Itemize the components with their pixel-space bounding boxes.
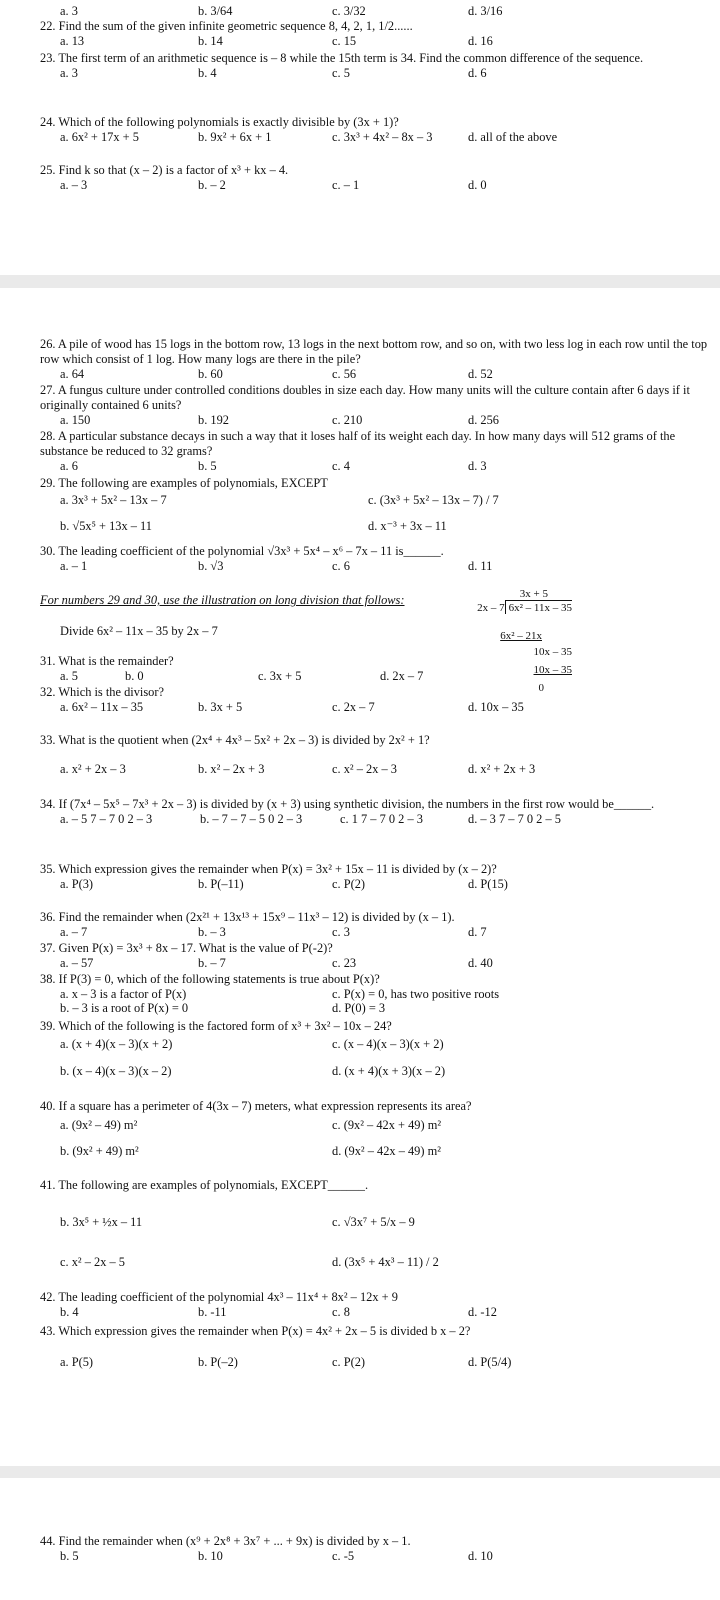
option-a: a. – 5 7 – 7 0 2 – 3	[60, 812, 153, 827]
option-b: b. 4	[60, 1305, 79, 1320]
option-a: a. – 3	[60, 178, 88, 193]
section-note: For numbers 29 and 30, use the illustration on long division that follows:	[40, 593, 405, 607]
option-d: d. 40	[468, 956, 493, 971]
question-stem: 30. The leading coefficient of the polynomial √3x³ + 5x⁴ – x⁶ – 7x – 11 is______.	[40, 544, 444, 558]
question-stem: 31. What is the remainder?	[40, 654, 174, 668]
option-d: d. x⁻³ + 3x – 11	[368, 519, 447, 534]
question-24	[40, 115, 708, 145]
ld-quotient: 3x + 5	[519, 588, 548, 600]
option-d: d. 3	[468, 459, 487, 474]
option-b: b. 60	[198, 367, 223, 382]
question-23	[40, 51, 708, 81]
option-d: d. 11	[468, 559, 493, 574]
question-stem: 26. A pile of wood has 15 logs in the bottom row, 13 logs in the next bottom row, and so on, with two less log in each row until the top row which consist of 1 log. How many logs are there in the pile?	[40, 337, 708, 367]
option-c: c. 3/32	[332, 4, 366, 18]
option-c: c. – 1	[332, 178, 360, 193]
option-b: b. – 2	[198, 178, 226, 193]
option-b: b. 9x² + 6x + 1	[198, 130, 272, 145]
option-d: d. P(15)	[468, 877, 508, 892]
option-c: c. P(2)	[332, 877, 366, 892]
question-43	[40, 1324, 708, 1370]
question-stem: 38. If P(3) = 0, which of the following statements is true about P(x)?	[40, 972, 380, 986]
option-b: b. (x – 4)(x – 3)(x – 2)	[60, 1064, 172, 1079]
option-b: b. – 3	[198, 925, 226, 940]
option-d: d. P(0) = 3	[332, 1001, 386, 1016]
option-b: b. 5	[198, 459, 217, 474]
option-a: a. P(3)	[60, 877, 94, 892]
option-b: b. 0	[125, 669, 144, 684]
option-d: d. (9x² – 42x – 49) m²	[332, 1144, 441, 1159]
option-c: c. 4	[332, 459, 350, 474]
option-d: d. 256	[468, 413, 499, 428]
page-gap	[0, 1466, 720, 1478]
option-a: a. 6x² + 17x + 5	[60, 130, 139, 145]
option-d: d. 0	[468, 178, 487, 193]
option-d: d. – 3 7 – 7 0 2 – 5	[468, 812, 561, 827]
option-c: c. 56	[332, 367, 357, 382]
question-stem: 34. If (7x⁴ – 5x⁵ – 7x³ + 2x – 3) is divided by (x + 3) using synthetic division, the numbers in the first row would be______.	[40, 797, 655, 811]
question-34	[40, 797, 708, 827]
option-a: a. – 7	[60, 925, 88, 940]
option-b: b. – 3 is a root of P(x) = 0	[60, 1001, 189, 1016]
question-stem: 33. What is the quotient when (2x⁴ + 4x³ – 5x² + 2x – 3) is divided by 2x² + 1?	[40, 733, 430, 747]
question-stem: 42. The leading coefficient of the polynomial 4x³ – 11x⁴ + 8x² – 12x + 9	[40, 1290, 398, 1304]
question-21	[40, 4, 708, 19]
option-d: d. -12	[468, 1305, 497, 1320]
ld-remainder: 0	[538, 682, 544, 695]
option-a: a. x – 3 is a factor of P(x)	[60, 987, 187, 1002]
option-a: a. 5	[60, 669, 78, 684]
option-d: d. 6	[468, 66, 487, 81]
option-d: d. 2x – 7	[380, 669, 424, 684]
option-b: b. P(–11)	[198, 877, 244, 892]
option-b: b. x² – 2x + 3	[198, 762, 265, 777]
option-d: d. P(5/4)	[468, 1355, 512, 1370]
question-25	[40, 163, 708, 193]
ld-dividend-row	[462, 602, 572, 615]
option-c: c. 210	[332, 413, 363, 428]
option-d: d. (x + 4)(x + 3)(x – 2)	[332, 1064, 446, 1079]
option-a: a. 150	[60, 413, 91, 428]
option-c-2: c. x² – 2x – 5	[60, 1255, 125, 1270]
option-b: b. 4	[198, 66, 217, 81]
question-35	[40, 862, 708, 892]
question-37	[40, 941, 708, 971]
option-c: c. 15	[332, 34, 357, 49]
question-stem: 29. The following are examples of polynomials, EXCEPT	[40, 476, 328, 490]
option-a: a. 3x³ + 5x² – 13x – 7	[60, 493, 167, 508]
question-44	[40, 1534, 708, 1564]
option-c: c. 6	[332, 559, 350, 574]
long-division	[462, 588, 572, 695]
ld-dividend: 6x² – 11x – 35	[505, 600, 572, 614]
divide-prompt	[60, 624, 360, 639]
question-31	[40, 654, 460, 684]
question-41	[40, 1178, 708, 1273]
question-stem: 32. Which is the divisor?	[40, 685, 165, 699]
option-b: b. – 7	[198, 956, 226, 971]
question-38	[40, 972, 708, 1017]
option-b: b. P(–2)	[198, 1355, 238, 1370]
question-27	[40, 383, 708, 428]
option-b-2: b. -11	[198, 1305, 227, 1320]
option-b: b. √5x⁵ + 13x – 11	[60, 519, 152, 534]
option-d: d. 3/16	[468, 4, 503, 18]
option-d: d. 10x – 35	[468, 700, 524, 715]
question-32	[40, 685, 708, 715]
option-c: c. x² – 2x – 3	[332, 762, 397, 777]
option-b: b. 3x⁵ + ½x – 11	[60, 1215, 143, 1230]
question-42	[40, 1290, 708, 1320]
page-gap	[0, 275, 720, 288]
option-c: c. 2x – 7	[332, 700, 375, 715]
question-stem: 36. Find the remainder when (2x²¹ + 13x¹³ + 15x⁹ – 11x³ – 12) is divided by (x – 1).	[40, 910, 455, 924]
question-stem: 39. Which of the following is the factored form of x³ + 3x² – 10x – 24?	[40, 1019, 392, 1033]
question-stem: 22. Find the sum of the given infinite geometric sequence 8, 4, 2, 1, 1/2......	[40, 19, 413, 33]
question-30	[40, 544, 708, 574]
option-c: c. -5	[332, 1549, 355, 1564]
option-a: a. – 1	[60, 559, 88, 574]
option-b: b. 3/64	[198, 4, 233, 18]
question-stem: 44. Find the remainder when (x⁹ + 2x⁸ + 3x⁷ + ... + 9x) is divided by x – 1.	[40, 1534, 411, 1548]
option-c: c. √3x⁷ + 5/x – 9	[332, 1215, 415, 1230]
option-c: c. 5	[332, 66, 350, 81]
question-stem: 41. The following are examples of polynomials, EXCEPT______.	[40, 1178, 369, 1192]
question-36	[40, 910, 708, 940]
question-33	[40, 733, 708, 777]
option-c: c. 3x + 5	[258, 669, 302, 684]
option-a: a. 64	[60, 367, 85, 382]
question-29	[40, 476, 708, 535]
question-28	[40, 429, 708, 474]
option-a: a. (x + 4)(x – 3)(x + 2)	[60, 1037, 173, 1052]
option-a: a. 6x² – 11x – 35	[60, 700, 144, 715]
option-c: c. (3x³ + 5x² – 13x – 7) / 7	[368, 493, 499, 508]
question-stem: 24. Which of the following polynomials is exactly divisible by (3x + 1)?	[40, 115, 399, 129]
ld-step-1: 6x² – 21x	[500, 629, 542, 642]
question-22	[40, 19, 708, 49]
option-a: a. x² + 2x – 3	[60, 762, 126, 777]
option-c: c. 3x³ + 4x² – 8x – 3	[332, 130, 433, 145]
option-b: b. 14	[198, 34, 223, 49]
option-b: b. 192	[198, 413, 229, 428]
option-b: b. (9x² + 49) m²	[60, 1144, 139, 1159]
question-stem: 35. Which expression gives the remainder when P(x) = 3x² + 15x – 11 is divided by (x – 2)?	[40, 862, 497, 876]
option-c: c. 23	[332, 956, 357, 971]
option-a: a. 3	[60, 66, 78, 81]
option-a: a. 6	[60, 459, 78, 474]
option-d: d. 7	[468, 925, 487, 940]
option-d: d. x² + 2x + 3	[468, 762, 536, 777]
option-b: b. √3	[198, 559, 224, 574]
ld-divisor: 2x – 7	[477, 602, 505, 615]
option-c: c. (9x² – 42x + 49) m²	[332, 1118, 442, 1133]
ld-step-3: 10x – 35	[533, 663, 572, 676]
option-b: b. – 7 – 7 – 5 0 2 – 3	[200, 812, 303, 827]
option-a: a. 13	[60, 34, 85, 49]
question-stem: 40. If a square has a perimeter of 4(3x – 7) meters, what expression represents its area?	[40, 1099, 472, 1113]
option-a: a. – 57	[60, 956, 94, 971]
option-d: d. 16	[468, 34, 493, 49]
question-39	[40, 1019, 708, 1088]
question-stem: 43. Which expression gives the remainder when P(x) = 4x² + 2x – 5 is divided b x – 2?	[40, 1324, 471, 1338]
question-stem: 23. The first term of an arithmetic sequence is – 8 while the 15th term is 34. Find the common difference of the sequence.	[40, 51, 644, 65]
option-b: b. 5	[60, 1549, 79, 1564]
option-a: a. 3	[60, 4, 78, 18]
question-40	[40, 1099, 708, 1168]
option-c: c. 1 7 – 7 0 2 – 3	[340, 812, 423, 827]
option-c: c. 3	[332, 925, 350, 940]
divide-text: Divide 6x² – 11x – 35 by 2x – 7	[60, 624, 218, 638]
option-a: a. (9x² – 49) m²	[60, 1118, 138, 1133]
option-c: c. P(x) = 0, has two positive roots	[332, 987, 500, 1002]
question-stem: 25. Find k so that (x – 2) is a factor of x³ + kx – 4.	[40, 163, 289, 177]
option-d: d. 52	[468, 367, 493, 382]
option-c: c. 8	[332, 1305, 350, 1320]
question-stem: 27. A fungus culture under controlled conditions doubles in size each day. How many units will the culture contain after 6 days if it originally contained 6 units?	[40, 383, 690, 413]
option-c: c. (x – 4)(x – 3)(x + 2)	[332, 1037, 444, 1052]
question-stem: 28. A particular substance decays in such a way that it loses half of its weight each day. In how many days will 512 grams of the substance be reduced to 32 grams?	[40, 429, 676, 459]
option-a: a. P(5)	[60, 1355, 94, 1370]
option-c: c. P(2)	[332, 1355, 366, 1370]
question-stem: 37. Given P(x) = 3x³ + 8x – 17. What is the value of P(-2)?	[40, 941, 333, 955]
option-b: b. 3x + 5	[198, 700, 243, 715]
option-d: d. (3x⁵ + 4x³ – 11) / 2	[332, 1255, 439, 1270]
option-d: d. all of the above	[468, 130, 558, 145]
question-26	[40, 337, 708, 382]
option-d: d. 10	[468, 1549, 493, 1564]
ld-step-2: 10x – 35	[533, 646, 572, 659]
option-b-2: b. 10	[198, 1549, 223, 1564]
